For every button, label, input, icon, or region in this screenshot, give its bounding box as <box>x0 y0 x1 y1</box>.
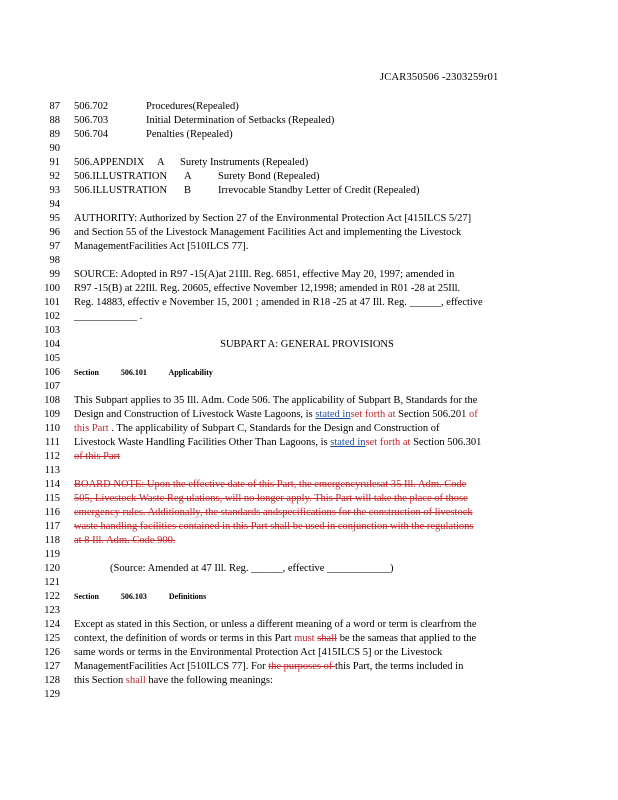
section-number: 506.101 <box>120 368 147 377</box>
line-number: 108 <box>44 395 60 406</box>
line-number: 118 <box>44 535 60 546</box>
para-101-line: Design and Construction of Livestock Waste Lagoons, is stated inset forth at Section 506.201 of <box>74 409 478 420</box>
toc-title: Penalties (Repealed) <box>146 129 233 140</box>
source-line: SOURCE: Adopted in R97 -15(A)at 21Ill. Reg. 6851, effective May 20, 1997; amended in <box>74 269 455 280</box>
line-number: 127 <box>44 661 60 672</box>
board-note-line: waste handling facilities contained in this Part shall be used in conjunction with the regulations <box>74 521 474 532</box>
line-number: 89 <box>49 129 60 140</box>
illustration-title: Surety Bond (Repealed) <box>218 171 320 182</box>
para-103-line: ManagementFacilities Act [510ILCS 77]. For the purposes of this Part, the terms included in <box>74 661 464 672</box>
line-number: 101 <box>44 297 60 308</box>
line-number: 93 <box>49 185 60 196</box>
section-label: Section <box>74 368 99 377</box>
para-101-line: This Subpart applies to 35 Ill. Adm. Code 506. The applicability of Subpart B, Standards for the <box>74 395 478 406</box>
para-103-line: Except as stated in this Section, or unless a different meaning of a word or term is clearfrom the <box>74 619 477 630</box>
line-number: 111 <box>45 437 60 448</box>
board-note-line: at 8 Ill. Adm. Code 900. <box>74 535 176 546</box>
line-number: 119 <box>44 549 60 560</box>
toc-title: Procedures(Repealed) <box>146 101 239 112</box>
line-number: 94 <box>49 199 60 210</box>
line-number: 128 <box>44 675 60 686</box>
line-number: 98 <box>49 255 60 266</box>
line-number: 110 <box>44 423 60 434</box>
toc-num: 506.702 <box>74 101 109 112</box>
section-heading-101 <box>74 367 213 379</box>
line-number: 109 <box>44 409 60 420</box>
subpart-heading: SUBPART A: GENERAL PROVISIONS <box>220 339 394 350</box>
revised-text: of <box>469 409 478 420</box>
deleted-text: shall <box>317 633 338 644</box>
line-number: 100 <box>44 283 60 294</box>
para-103-line: context, the definition of words or terms in this Part must shall be the sameas that applied to the <box>74 633 477 644</box>
line-number: 92 <box>49 171 60 182</box>
revised-text: must <box>294 633 315 644</box>
line-number: 105 <box>44 353 60 364</box>
board-note-line: emergency rules. Additionally, the standards andspecifications for the construction of livestock <box>74 507 473 518</box>
authority-line: ManagementFacilities Act [510ILCS 77]. <box>74 241 249 252</box>
toc-num: 506.703 <box>74 115 109 126</box>
line-number: 88 <box>49 115 60 126</box>
appendix-num: 506.APPENDIX <box>74 157 145 168</box>
line-number: 121 <box>44 577 60 588</box>
para-103-line: this Section shall have the following meanings: <box>74 675 273 686</box>
revised-text: shall <box>125 675 146 686</box>
illustration-letter: B <box>184 185 192 196</box>
line-number: 102 <box>44 311 60 322</box>
authority-line: AUTHORITY: Authorized by Section 27 of the Environmental Protection Act [415ILCS 5/27] <box>74 213 472 224</box>
source-line: ____________ . <box>74 311 143 322</box>
line-number: 125 <box>44 633 60 644</box>
board-note-line: 505, Livestock Waste Reg ulations, will no longer apply. This Part will take the place of those <box>74 493 468 504</box>
para-101-line: Livestock Waste Handling Facilities Other Than Lagoons, is stated inset forth at Section 506.301 <box>74 437 482 448</box>
line-number: 120 <box>44 563 60 574</box>
section-heading-103 <box>74 591 206 603</box>
para-101-line: this Part . The applicability of Subpart C, Standards for the Design and Construction of <box>74 423 440 434</box>
line-number: 91 <box>49 157 60 168</box>
board-note-line: BOARD NOTE: Upon the effective date of this Part, the emergencyrulesat 35 Ill. Adm. Code <box>74 479 467 490</box>
line-number: 99 <box>49 269 60 280</box>
line-number: 107 <box>44 381 60 392</box>
line-number: 123 <box>44 605 60 616</box>
inserted-text: stated in <box>330 437 366 448</box>
line-number: 129 <box>44 689 60 700</box>
line-number: 116 <box>44 507 60 518</box>
line-number: 106 <box>44 367 60 378</box>
para-103-line: same words or terms in the Environmental Protection Act [415ILCS 5] or the Livestock <box>74 647 443 658</box>
section-title: Definitions <box>168 592 207 601</box>
line-number: 90 <box>49 143 60 154</box>
line-number: 112 <box>44 451 60 462</box>
authority-line: and Section 55 of the Livestock Management Facilities Act and implementing the Livestock <box>74 227 462 238</box>
illustration-num: 506.ILLUSTRATION <box>74 185 168 196</box>
line-number: 113 <box>44 465 60 476</box>
line-number: 114 <box>44 479 60 490</box>
deleted-text: the purposes of <box>268 661 336 672</box>
appendix-letter: A <box>157 157 165 168</box>
document-id-header: JCAR350506 -2303259r01 <box>380 72 499 83</box>
toc-num: 506.704 <box>74 129 109 140</box>
line-number: 96 <box>49 227 60 238</box>
line-number: 103 <box>44 325 60 336</box>
illustration-num: 506.ILLUSTRATION <box>74 171 168 182</box>
revised-text: this Part <box>74 423 109 434</box>
source-line: R97 -15(B) at 22Ill. Reg. 20605, effective November 12,1998; amended in R01 -28 at 25Ill. <box>74 283 461 294</box>
appendix-title: Surety Instruments (Repealed) <box>180 157 309 168</box>
inserted-text: stated in <box>315 409 351 420</box>
section-number: 506.103 <box>120 592 147 601</box>
line-number: 97 <box>49 241 60 252</box>
toc-title: Initial Determination of Setbacks (Repealed) <box>146 115 335 126</box>
line-number: 122 <box>44 591 60 602</box>
deleted-text: of this Part <box>74 451 121 462</box>
line-number: 87 <box>49 101 60 112</box>
line-number: 104 <box>44 339 60 350</box>
illustration-letter: A <box>184 171 192 182</box>
source-line: Reg. 14883, effectiv e November 15, 2001 ; amended in R18 -25 at 47 Ill. Reg. ______, effective <box>74 297 483 308</box>
section-title: Applicability <box>168 368 213 377</box>
line-number: 95 <box>49 213 60 224</box>
illustration-title: Irrevocable Standby Letter of Credit (Repealed) <box>218 185 420 196</box>
line-number: 117 <box>44 521 60 532</box>
line-number: 126 <box>44 647 60 658</box>
line-number: 124 <box>44 619 60 630</box>
section-label: Section <box>74 592 99 601</box>
revised-text: set forth at <box>365 437 411 448</box>
revised-text: set forth at <box>350 409 396 420</box>
source-note: (Source: Amended at 47 Ill. Reg. ______, effective ____________) <box>110 563 394 574</box>
line-number: 115 <box>44 493 60 504</box>
para-101-line <box>74 451 540 463</box>
